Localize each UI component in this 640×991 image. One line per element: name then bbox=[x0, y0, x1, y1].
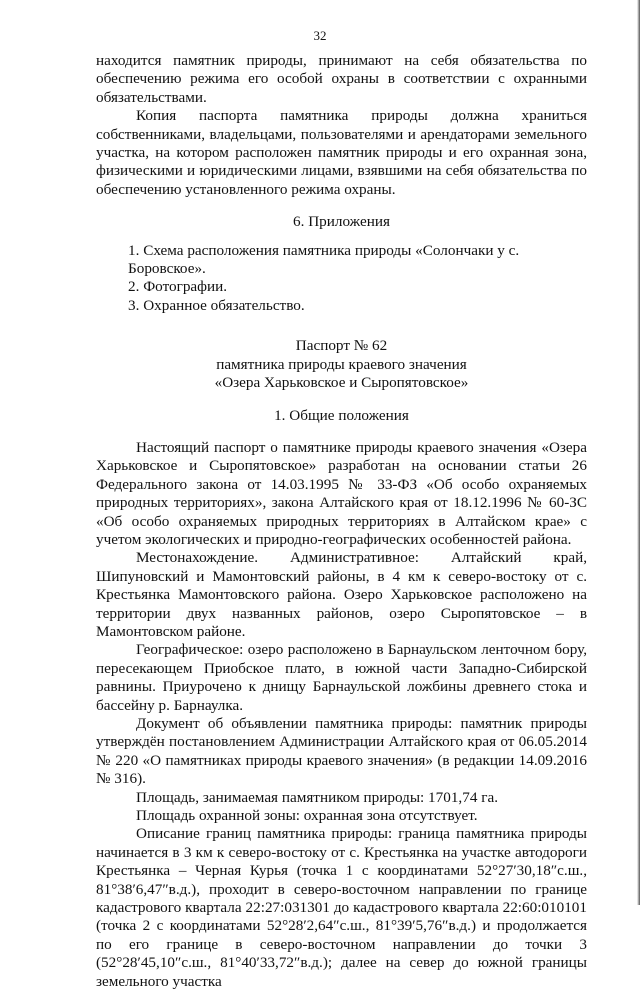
passport-title: Паспорт № 62 bbox=[295, 337, 388, 355]
passport-subtitle: памятника природы краевого значения bbox=[216, 355, 467, 373]
general-heading: 1. Общие положения bbox=[274, 406, 409, 424]
general-paragraph-geography: Географическое: озеро расположено в Барнаульском ленточном бору, пересекающем Приобское плато, в южной части Западно-Сибирской равнины. Приурочено к днищу Барнаульской ложбины древнего стока и бассейну р. Барнаулка. bbox=[96, 641, 587, 714]
general-paragraph-location: Местонахождение. Административное: Алтайский край, Шипуновский и Мамонтовский районы, в 4 км к северо-востоку от с. Крестьянка Мамонтовского района. Озеро Харьковское расположено на территории двух названных районов, озеро Сыропятовское – в Мамонтовском районе. bbox=[96, 549, 587, 640]
page-number: 32 bbox=[313, 28, 327, 43]
general-paragraph-area: Площадь, занимаемая памятником природы: 1701,74 га. bbox=[136, 788, 498, 806]
appendix-item: 2. Фотографии. bbox=[128, 278, 228, 296]
document-body bbox=[96, 52, 587, 991]
appendix-item: 3. Охранное обязательство. bbox=[128, 296, 305, 314]
general-paragraph-boundaries: Описание границ памятника природы: граница памятника природы начинается в 3 км к северо-востоку от с. Крестьянка на участке автодороги Крестьянка – Черная Курья (точка 1 с координатами 52°27′30,18″с.ш., 81°38′6,47″в.д.), проходит в северо-восточном направлении по границе кадастрового квартала 22:27:031301 до кадастрового квартала 22:60:010101 (точка 2 с координатами 52°28′2,64″с.ш., 81°39′5,76″в.д.) и продолжается по его границе в северо-восточном направлении до точки 3 (52°28′45,10″с.ш., 81°40′33,72″в.д.); далее на север до южной границы земельного участка bbox=[96, 825, 587, 990]
general-paragraph-buffer-zone: Площадь охранной зоны: охранная зона отсутствует. bbox=[136, 807, 478, 825]
general-paragraph-document: Документ об объявлении памятника природы: памятник природы утверждён постановлением Администрации Алтайского края от 06.05.2014 № 220 «О памятниках природы краевого значения» (в редакции 14.09.2016 № 316). bbox=[96, 715, 587, 788]
appendix-item: 1. Схема расположения памятника природы «Солончаки у с. Боровское». bbox=[128, 241, 520, 278]
appendix-heading: 6. Приложения bbox=[293, 213, 390, 231]
intro-paragraph-1: находится памятник природы, принимают на себя обязательства по обеспечению режима его особой охраны в соответствии с охранными обязательствами. bbox=[96, 52, 587, 106]
passport-name: «Озера Харьковское и Сыропятовское» bbox=[214, 374, 469, 392]
intro-paragraph-2: Копия паспорта памятника природы должна храниться собственниками, владельцами, пользователями и арендаторами земельного участка, на котором расположен памятник природы и его охранная зона, физическими и юридическими лицами, взявшими на себя обязательства по обеспечению установленного режима охраны. bbox=[96, 107, 587, 198]
appendix-list bbox=[96, 242, 587, 316]
general-paragraph-basis: Настоящий паспорт о памятнике природы краевого значения «Озера Харьковское и Сыропятовское» разработан на основании статьи 26 Федерального закона от 14.03.1995 № 33-ФЗ «Об особо охраняемых природных территориях», закона Алтайского края от 18.12.1996 № 60-ЗС «Об особо охраняемых природных территориях в Алтайском крае» с учетом экологических и природно-географических особенностей района. bbox=[96, 438, 587, 548]
